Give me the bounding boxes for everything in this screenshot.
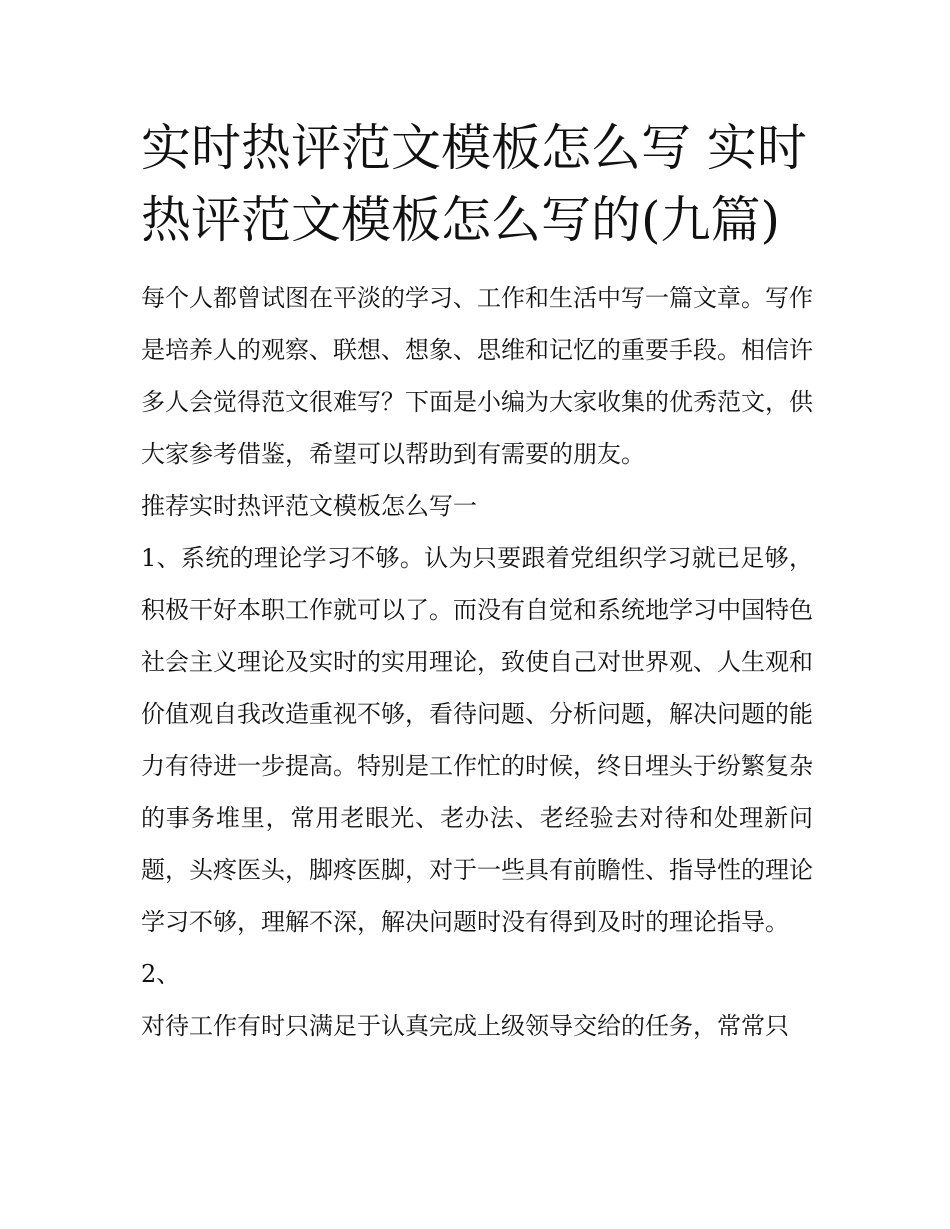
point-two-paragraph: 对待工作有时只满足于认真完成上级领导交给的任务，常常只	[141, 1012, 789, 1040]
title-spacer	[141, 256, 813, 272]
section-heading: 推荐实时热评范文模板怎么写一	[141, 492, 477, 520]
document-body	[141, 112, 813, 1052]
point-two-label: 2、	[141, 960, 181, 988]
point-one-paragraph: 1、系统的理论学习不够。认为只要跟着党组织学习就已足够，积极干好本职工作就可以了。而没有自觉和系统地学习中国特色社会主义理论及实时的实用理论，致使自己对世界观、人生观和价值观自我改造重视不够，看待问题、分析问题，解决问题的能力有待进一步提高。特别是工作忙的时候，终日埋头于纷繁复杂的事务堆里，常用老眼光、老办法、老经验去对待和处理新问题，头疼医头，脚疼医脚，对于一些具有前瞻性、指导性的理论学习不够，理解不深，解决问题时没有得到及时的理论指导。	[141, 544, 813, 936]
intro-paragraph: 每个人都曾试图在平淡的学习、工作和生活中写一篇文章。写作是培养人的观察、联想、想象、思维和记忆的重要手段。相信许多人会觉得范文很难写？下面是小编为大家收集的优秀范文，供大家参考借鉴，希望可以帮助到有需要的朋友。	[141, 284, 813, 468]
document-title: 实时热评范文模板怎么写 实时热评范文模板怎么写的(九篇)	[141, 119, 807, 249]
